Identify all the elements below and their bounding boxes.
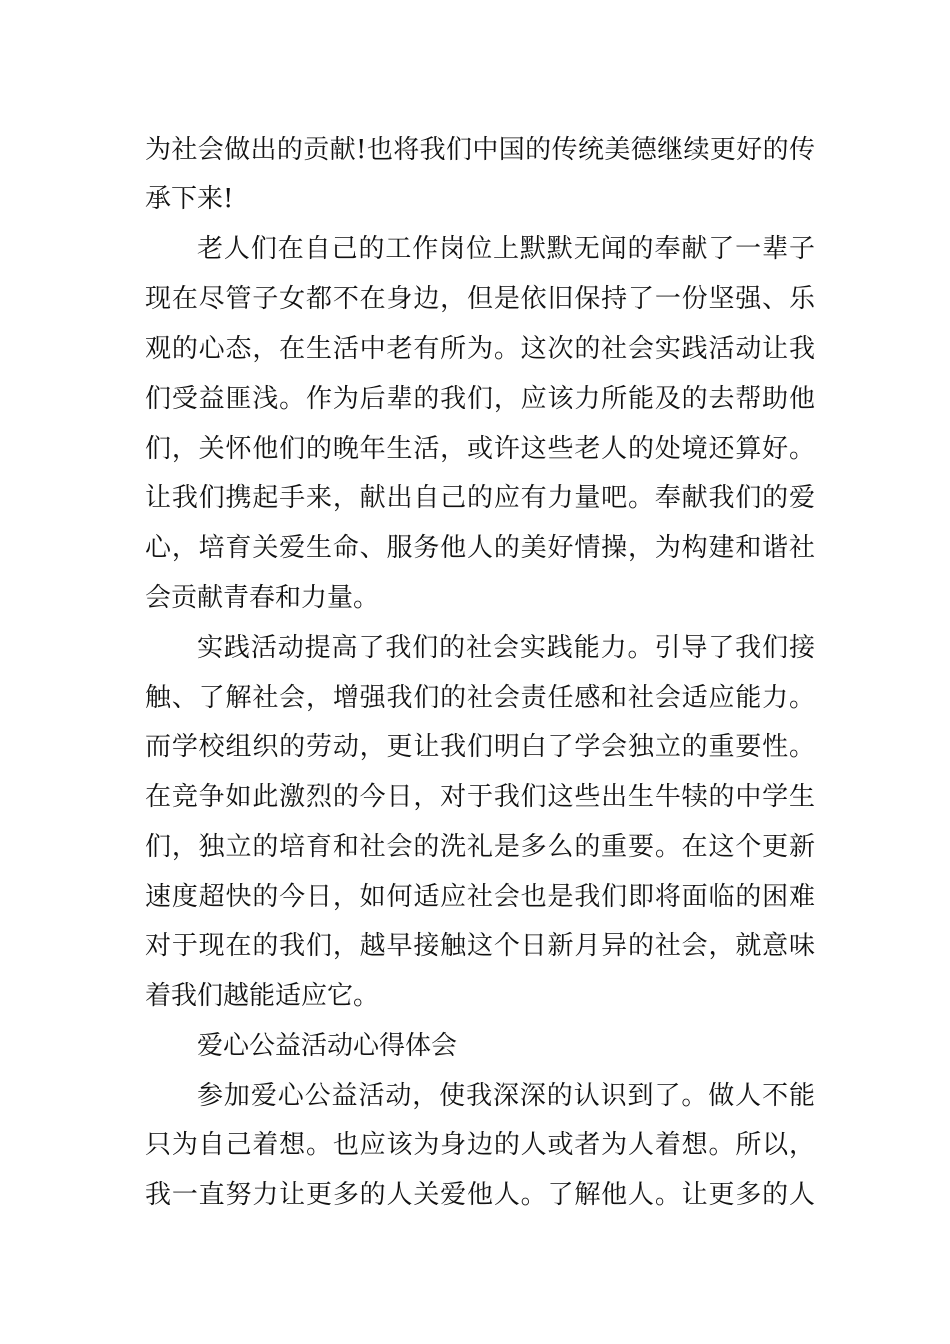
text-line: 实践活动提高了我们的社会实践能力。引导了我们接	[197, 633, 815, 663]
text-line: 触、了解社会，增强我们的社会责任感和社会适应能力。	[145, 683, 815, 713]
text-line: 们，独立的培育和社会的洗礼是多么的重要。在这个更新	[145, 832, 815, 862]
text-line: 心，培育关爱生命、服务他人的美好情操，为构建和谐社	[145, 533, 815, 563]
text-line: 承下来!	[145, 184, 234, 214]
text-line: 速度超快的今日，如何适应社会也是我们即将面临的困难	[145, 882, 815, 912]
text-line: 老人们在自己的工作岗位上默默无闻的奉献了一辈子	[197, 234, 815, 264]
text-line: 为社会做出的贡献!也将我们中国的传统美德继续更好的传	[145, 135, 815, 165]
text-line: 对于现在的我们，越早接触这个日新月异的社会，就意味	[145, 931, 815, 961]
text-line: 会贡献青春和力量。	[145, 583, 380, 613]
text-line: 在竞争如此激烈的今日，对于我们这些出生牛犊的中学生	[145, 782, 815, 812]
text-line: 而学校组织的劳动，更让我们明白了学会独立的重要性。	[145, 732, 815, 762]
text-line: 只为自己着想。也应该为身边的人或者为人着想。所以，	[145, 1130, 815, 1160]
text-line: 观的心态，在生活中老有所为。这次的社会实践活动让我	[145, 334, 815, 364]
text-line: 参加爱心公益活动，使我深深的认识到了。做人不能	[197, 1081, 815, 1111]
text-line: 让我们携起手来，献出自己的应有力量吧。奉献我们的爱	[145, 483, 815, 513]
text-line: 们，关怀他们的晚年生活，或许这些老人的处境还算好。	[145, 434, 815, 464]
text-line: 们受益匪浅。作为后辈的我们，应该力所能及的去帮助他	[145, 384, 815, 414]
section-heading: 爱心公益活动心得体会	[197, 1031, 458, 1061]
text-line: 我一直努力让更多的人关爱他人。了解他人。让更多的人	[145, 1180, 815, 1210]
text-line: 着我们越能适应它。	[145, 981, 380, 1011]
text-line: 现在尽管子女都不在身边，但是依旧保持了一份坚强、乐	[145, 284, 815, 314]
